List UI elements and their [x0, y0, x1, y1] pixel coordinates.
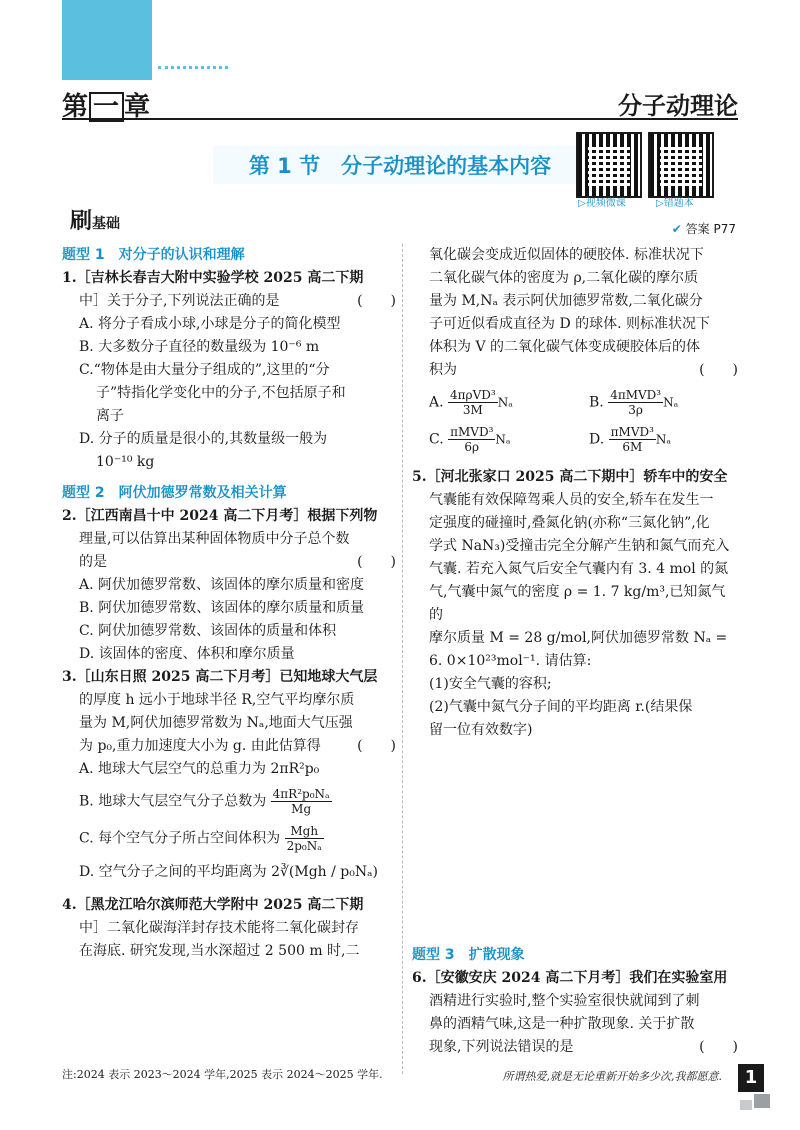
fraction-3c: $\frac{\text{Mgh}}{\text{2p₀Nₐ}}$	[286, 824, 322, 853]
question-1: 1.［吉林长春吉大附中实验学校 2025 高二下期 中］关于分子,下列说法正确的是 ( ) A. 将分子看成小球,小球是分子的简化模型 B. 大多数分子直径的数量级为 10⁻⁶ m C.“物体是由大量分子组成的”,这里的“分 子”特指化学变化中的分子,不包括原子和 离子 D. 分子的质量是很小的,其数量级一般为 10⁻¹⁰ kg	[62, 270, 396, 470]
check-icon: ✔	[671, 222, 682, 236]
qr-code-mistakes[interactable]	[648, 132, 714, 198]
page-number: 1	[738, 1064, 764, 1092]
question-2: 2.［江西南昌十中 2024 高二下月考］根据下列物 理量,可以估算出某种固体物质中分子总个数 的是 ( ) A. 阿伏加德罗常数、该固体的摩尔质量和密度 B. 阿伏加德罗常数、该固体的摩尔质量和质量 C. 阿伏加德罗常数、该固体的质量和体积 D. 该固体的密度、体积和摩尔质量	[62, 508, 396, 662]
footnote: 注:2024 表示 2023～2024 学年,2025 表示 2024～2025 学年.	[62, 1068, 383, 1081]
options-row-ab: A. $\frac{\text{4πρVD³}}{3M}$ Nₐ B. $\frac{\text{4πMVD³}}{3\rho}$ Nₐ	[429, 388, 679, 417]
question-type-2: 题型 2 阿伏加德罗常数及相关计算	[62, 485, 287, 501]
section-title: 第 1 节 分子动理论的基本内容	[213, 146, 587, 184]
page-decoration	[754, 1094, 770, 1108]
question-3: 3.［山东日照 2025 高二下月考］已知地球大气层 的厚度 h 远小于地球半径 R,空气平均摩尔质 量为 M,阿伏加德罗常数为 Nₐ,地面大气压强 为 p₀,重力加速度大小为 g. 由此估算得 ( ) A. 地球大气层空气的总重力为 2πR²p₀ B. 地球大气层空气分子总数为 $\frac{\text{4πR²p₀Nₐ}}{Mg}$ C. 每个空气分子所占空间体积为 $\frac{\text{Mgh}}{\text{2p₀Nₐ}}$ D. 空气分子之间的平均距离为 2∛(Mgh / p₀Nₐ)	[62, 669, 396, 880]
practice-level-label: 刷基础	[70, 209, 121, 234]
header-dotted-line	[158, 66, 228, 69]
question-type-3: 题型 3 扩散现象	[412, 947, 525, 963]
qr-caption-video: ▷视频微课	[578, 198, 626, 209]
qr-code-video[interactable]	[576, 132, 642, 198]
question-4-continued: 氧化碳会变成近似固体的硬胶体. 标准状况下 二氧化碳气体的密度为 ρ,二氧化碳的摩尔质 量为 M,Nₐ 表示阿伏加德罗常数,二氧化碳分 子可近似看成直径为 D 的球体. 则标准状况下 体积为 V 的二氧化碳气体变成硬胶体后的体 积为 ( ) A. $\frac{\text{4πρVD³}}{3M}$ Nₐ B. $\frac{\text{4πMVD³}}{3\rho}$ Nₐ C. $\frac{\text{πMVD³}}{6\rho}$ Nₐ D. $\frac{\text{πMVD³}}{6M}$ Nₐ	[412, 244, 738, 454]
fraction-3b: $\frac{\text{4πR²p₀Nₐ}}{Mg}$	[272, 787, 330, 816]
page-motto: 所谓热爱,就是无论重新开始多少次,我都愿意.	[502, 1070, 722, 1083]
page-decoration-small	[740, 1100, 752, 1110]
question-5: 5.［河北张家口 2025 高二下期中］轿车中的安全 气囊能有效保障驾乘人员的安全,轿车在发生一 定强度的碰撞时,叠氮化钠(亦称“三氮化钠”,化 学式 NaN₃)受撞击完全分解产生钠和氮气而充入 气囊. 若充入氮气后安全气囊内有 3. 4 mol 的氮 气,气囊中氮气的密度 ρ = 1. 7 kg/m³,已知氮气的 摩尔质量 M = 28 g/mol,阿伏加德罗常数 Nₐ = 6. 0×10²³mol⁻¹. 请估算: (1)安全气囊的容积; (2)气囊中氮气分子间的平均距离 r.(结果保 留一位有效数字)	[412, 469, 730, 738]
left-column	[62, 244, 396, 963]
question-6: 6.［安徽安庆 2024 高二下月考］我们在实验室用 酒精进行实验时,整个实验室很快就闻到了刺 鼻的酒精气味,这是一种扩散现象. 关于扩散 现象,下列说法错误的是 ( )	[412, 970, 738, 1055]
answer-reference: ✔ 答案 P77	[671, 222, 736, 236]
chapter-title: 分子动理论	[618, 92, 738, 120]
chapter-label: 第 一 章	[62, 92, 152, 122]
header-color-block	[62, 0, 152, 80]
right-column-bottom	[412, 944, 738, 1059]
question-4: 4.［黑龙江哈尔滨师范大学附中 2025 高二下期 中］二氧化碳海洋封存技术能将二氧化碳封存 在海底. 研究发现,当水深超过 2 500 m 时,二	[62, 897, 364, 959]
qr-caption-mistakes: ▷错题本	[656, 198, 694, 209]
question-type-1: 题型 1 对分子的认识和理解	[62, 247, 245, 263]
chapter-rule	[62, 118, 738, 120]
right-column	[412, 244, 738, 742]
cube-root-3d: ∛(Mgh / p₀Nₐ)	[279, 864, 378, 880]
column-divider	[402, 244, 403, 1074]
options-row-cd: C. $\frac{\text{πMVD³}}{6\rho}$ Nₐ D. $\frac{\text{πMVD³}}{6M}$ Nₐ	[429, 425, 672, 454]
